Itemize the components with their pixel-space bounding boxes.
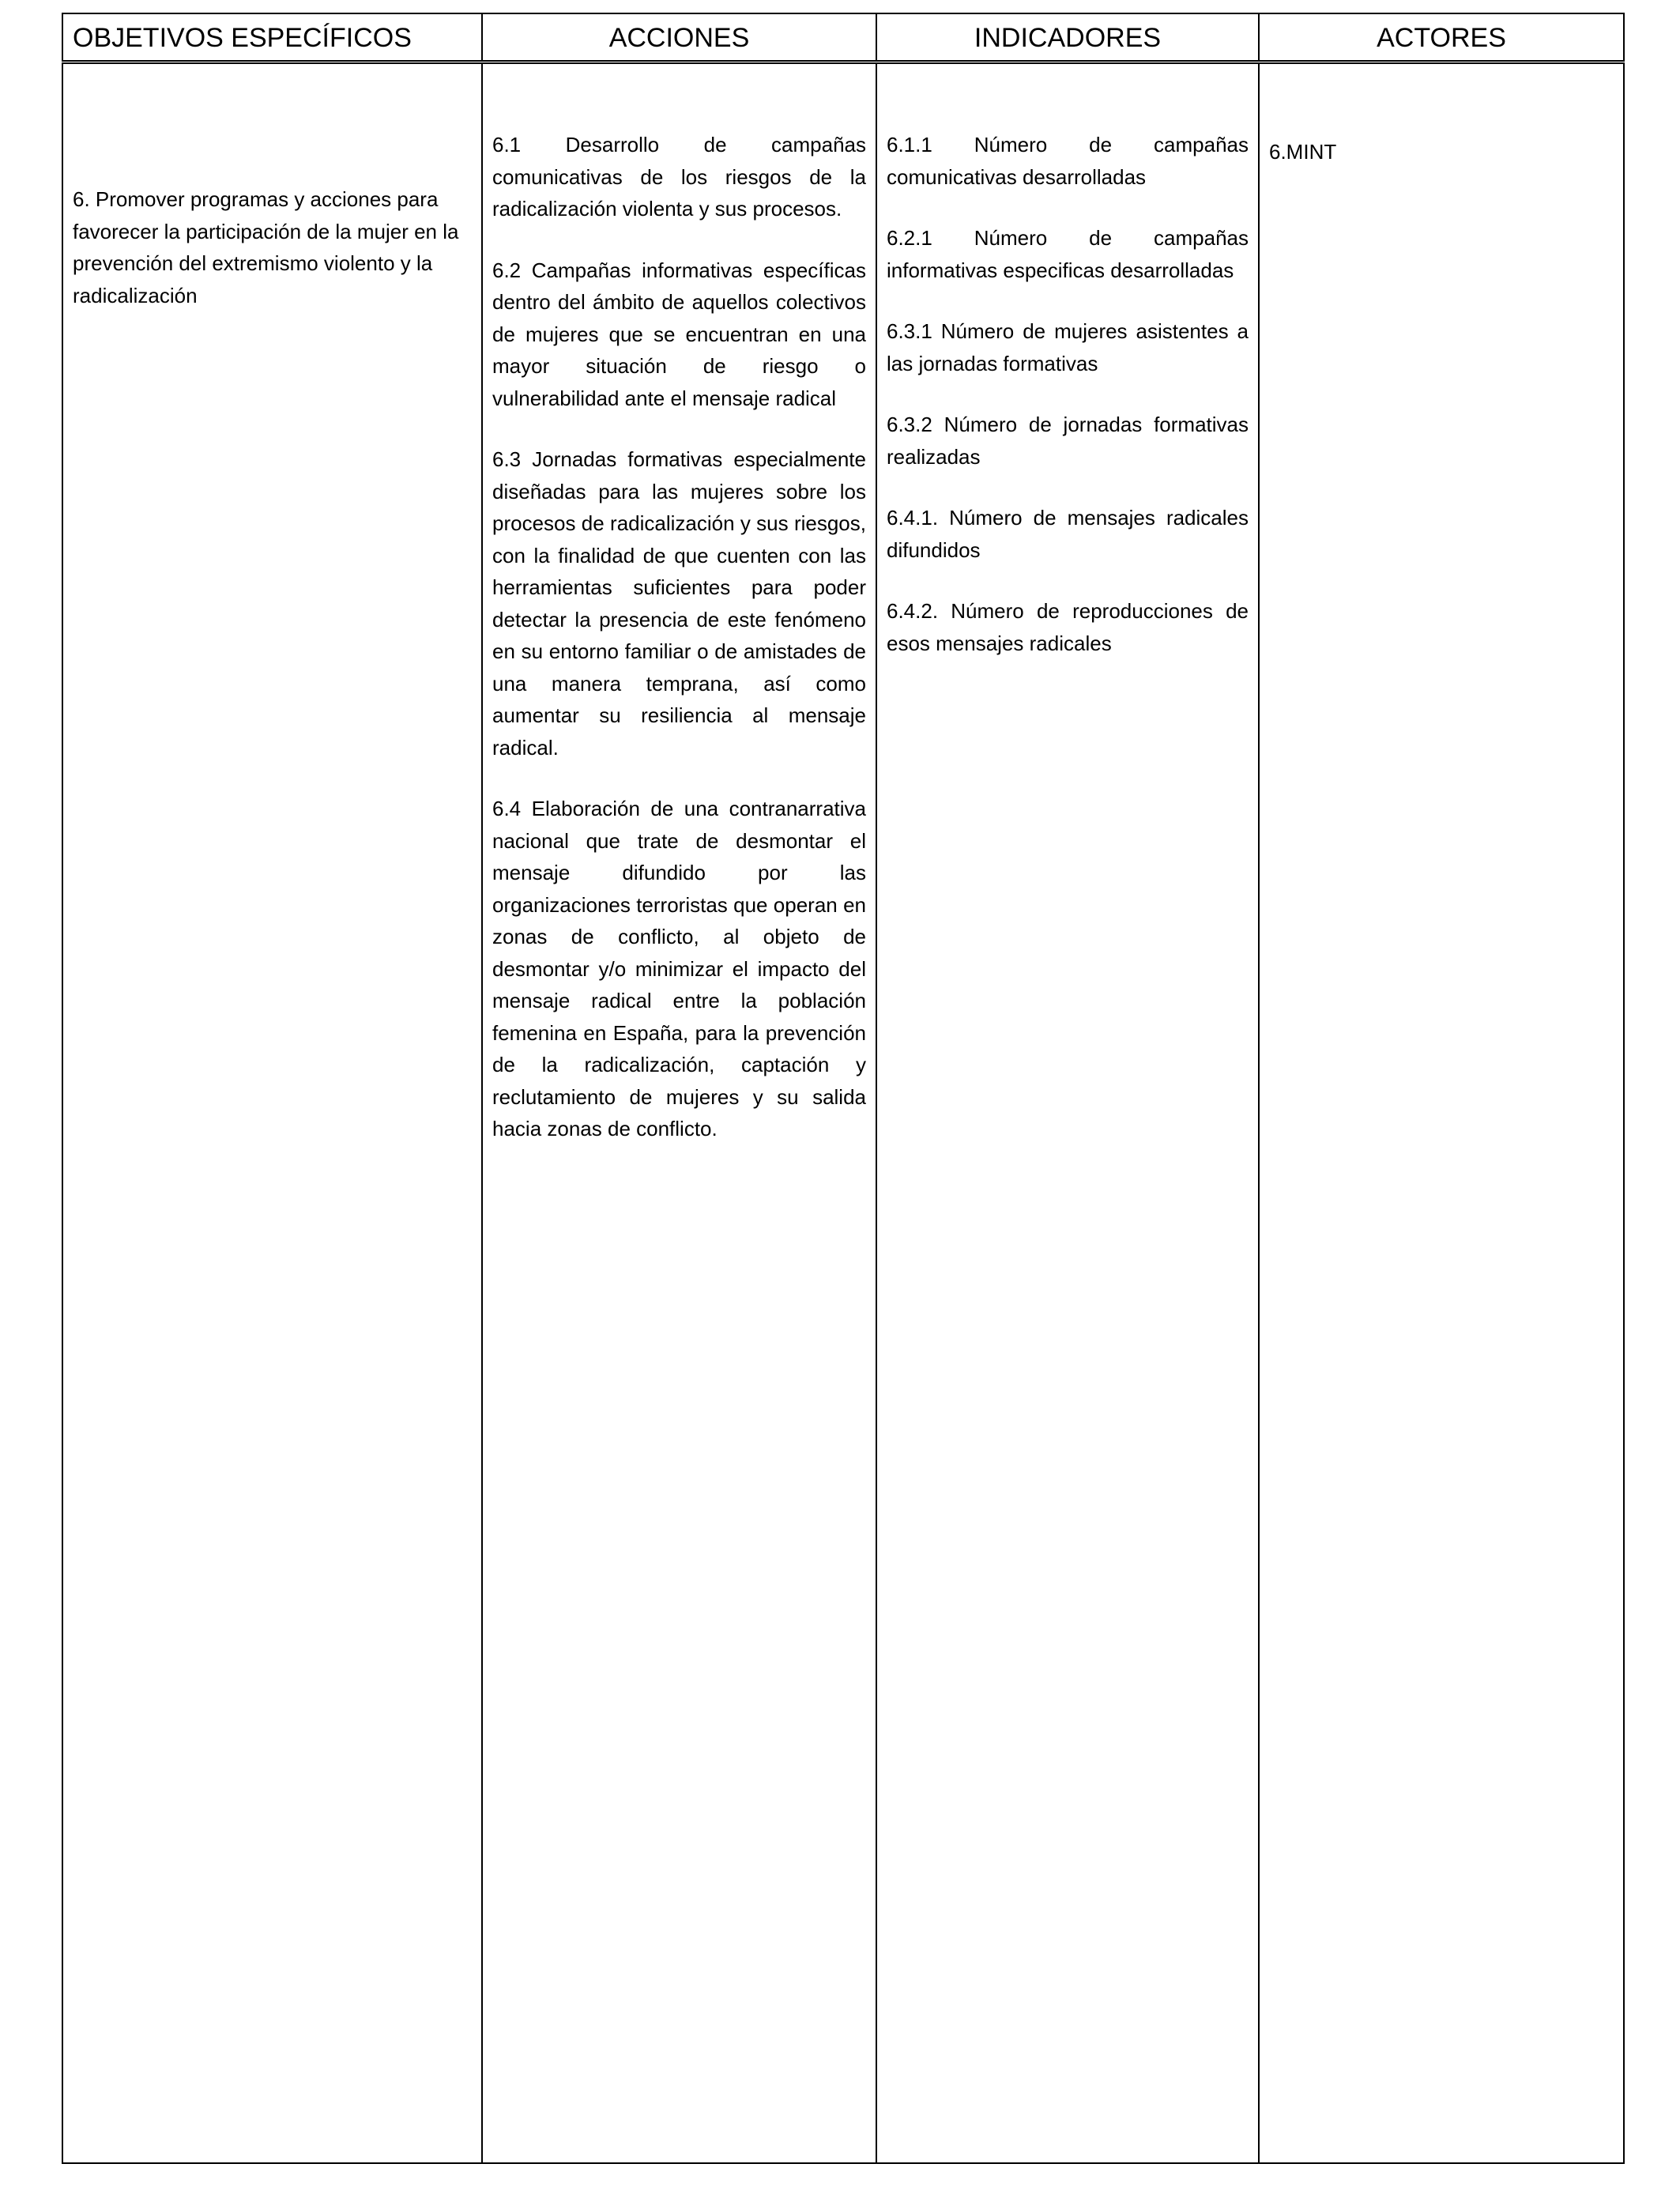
accion-6-4: 6.4 Elaboración de una contranarrativa nacional que trate de desmontar el mensaje difundido por las organizaciones terroristas que operan en zonas de conflicto, al objeto de desmontar y/o minimizar el impacto del mensaje radical entre la población femenina en España, para la prevención de la radicalización, captación y reclutamiento de mujeres y su salida hacia zonas de conflicto. bbox=[492, 797, 866, 1140]
objetivos-cell bbox=[62, 62, 482, 2164]
table-row bbox=[62, 62, 1624, 2164]
header-acciones: ACCIONES bbox=[482, 13, 876, 62]
header-objetivos: OBJETIVOS ESPECÍFICOS bbox=[62, 13, 482, 62]
table-header-row bbox=[62, 13, 1624, 62]
indicador-6-2-1: 6.2.1 Número de campañas informativas especificas desarrolladas bbox=[887, 226, 1249, 282]
accion-6-2: 6.2 Campañas informativas específicas dentro del ámbito de aquellos colectivos de mujeres que se encuentran en una mayor situación de riesgo o vulnerabilidad ante el mensaje radical bbox=[492, 258, 866, 410]
accion-6-3: 6.3 Jornadas formativas especialmente diseñadas para las mujeres sobre los procesos de radicalización y sus riesgos, con la finalidad de que cuenten con las herramientas suficientes para poder detectar la presencia de este fenómeno en su entorno familiar o de amistades de una manera temprana, así como aumentar su resiliencia al mensaje radical. bbox=[492, 447, 866, 760]
indicador-6-4-2: 6.4.2. Número de reproducciones de esos mensajes radicales bbox=[887, 599, 1249, 655]
indicador-6-4-1: 6.4.1. Número de mensajes radicales difundidos bbox=[887, 506, 1249, 562]
header-indicadores: INDICADORES bbox=[876, 13, 1259, 62]
accion-6-1: 6.1 Desarrollo de campañas comunicativas de los riesgos de la radicalización violenta y sus procesos. bbox=[492, 133, 866, 221]
indicador-6-3-2: 6.3.2 Número de jornadas formativas realizadas bbox=[887, 413, 1249, 469]
actor-text: 6.MINT bbox=[1269, 140, 1337, 164]
indicadores-cell bbox=[876, 62, 1259, 2164]
objetivo-text: 6. Promover programas y acciones para favorecer la participación de la mujer en la prevención del extremismo violento y la radicalización bbox=[73, 187, 459, 307]
actores-cell bbox=[1259, 62, 1624, 2164]
indicador-6-1-1: 6.1.1 Número de campañas comunicativas desarrolladas bbox=[887, 133, 1249, 189]
acciones-cell bbox=[482, 62, 876, 2164]
objectives-table bbox=[62, 13, 1625, 2164]
header-actores: ACTORES bbox=[1259, 13, 1624, 62]
indicador-6-3-1: 6.3.1 Número de mujeres asistentes a las jornadas formativas bbox=[887, 319, 1249, 375]
